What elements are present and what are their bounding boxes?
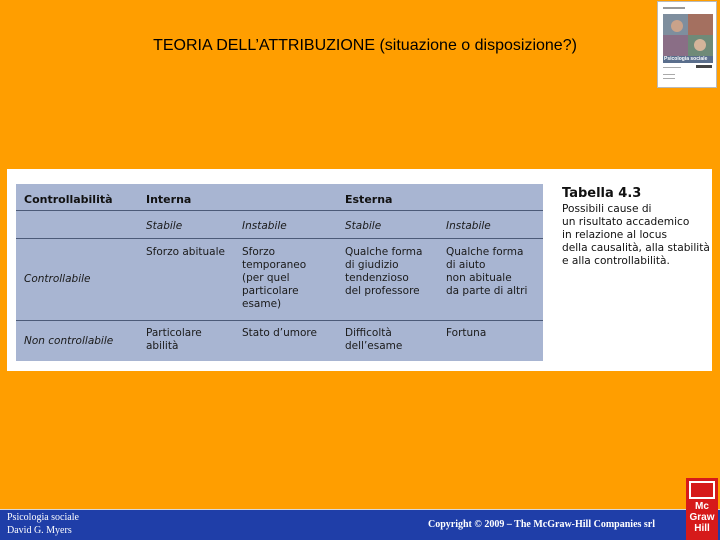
table-cell: Difficoltà dell’esame — [345, 327, 403, 352]
table-cell: Qualche forma di aiuto non abituale da parte di altri — [446, 246, 528, 297]
footer-author: David G. Myers — [7, 525, 72, 536]
row-label-uncontrollable: Non controllabile — [24, 335, 114, 347]
header-internal: Interna — [146, 193, 192, 206]
table-caption-title: Tabella 4.3 — [562, 186, 642, 201]
table-cell: Sforzo abituale — [146, 246, 225, 258]
logo-line: Mc — [695, 501, 709, 512]
subheader-stable-internal: Stabile — [146, 220, 183, 232]
table-cell: Sforzo temporaneo (per quel particolare esame) — [242, 246, 307, 310]
table-caption-text: Possibili cause di un risultato accademico in relazione al locus della causalità, alla stabilità e alla controllabilità. — [562, 203, 710, 267]
header-controllability: Controllabilità — [24, 193, 113, 206]
publisher-logo — [686, 478, 718, 540]
footer-bar — [0, 509, 720, 540]
row-label-controllable: Controllabile — [24, 273, 91, 285]
footer-copyright: Copyright © 2009 – The McGraw-Hill Companies srl — [428, 519, 656, 530]
subheader-unstable-external: Instabile — [446, 220, 491, 232]
logo-line: Graw — [689, 512, 715, 523]
book-cover-thumbnail — [657, 1, 717, 88]
header-external: Esterna — [345, 193, 393, 206]
subheader-stable-external: Stabile — [345, 220, 382, 232]
table-cell: Particolare abilità — [146, 327, 202, 352]
table-cell: Qualche forma di giudizio tendenzioso del professore — [345, 246, 423, 297]
cover-title: Psicologia sociale — [663, 56, 713, 63]
table-cell: Fortuna — [446, 327, 487, 339]
footer-book-title: Psicologia sociale — [7, 512, 79, 523]
cover-collage-image — [663, 14, 713, 56]
table-cell: Stato d’umore — [242, 327, 317, 339]
table-figure — [7, 169, 712, 371]
attribution-table — [16, 184, 543, 361]
slide-title: TEORIA DELL’ATTRIBUZIONE (situazione o disposizione?) — [153, 37, 577, 54]
logo-line: Hill — [694, 523, 710, 534]
subheader-unstable-internal: Instabile — [242, 220, 287, 232]
